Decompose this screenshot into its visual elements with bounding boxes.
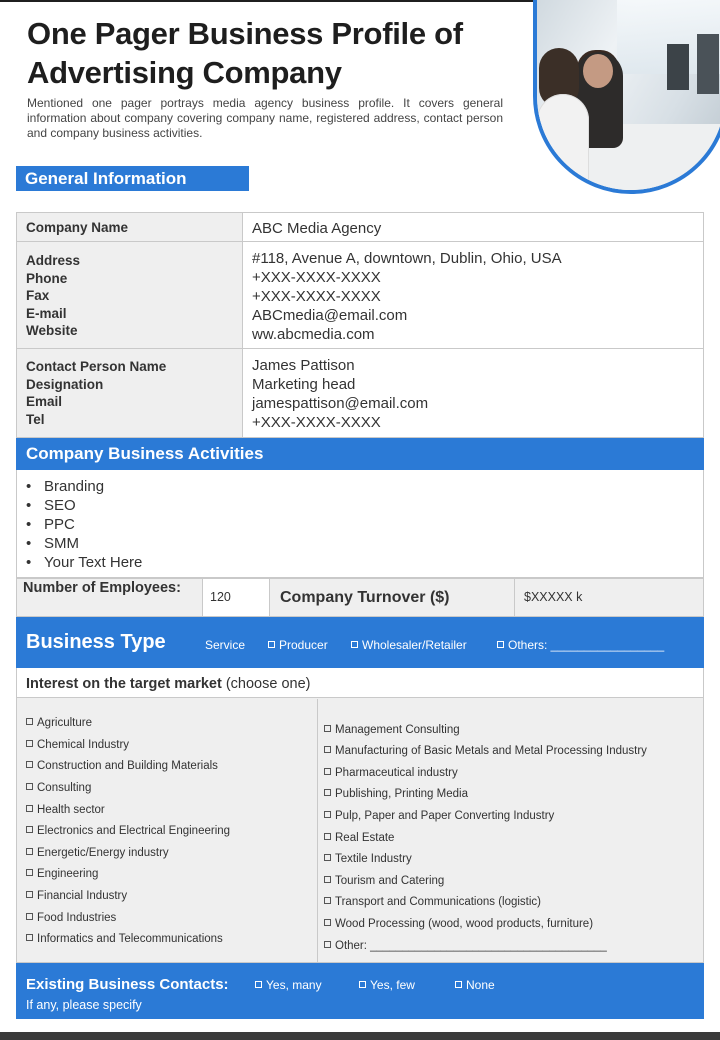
contact-email-value: jamespattison@email.com — [252, 395, 429, 412]
activity-item: • SMM — [26, 535, 79, 552]
target-market-heading: Interest on the target market (choose one) — [26, 676, 311, 692]
turnover-label: Company Turnover ($) — [280, 589, 450, 606]
market-option[interactable]: Manufacturing of Basic Metals and Metal Processing Industry — [324, 745, 647, 757]
others-checkbox[interactable]: Others: _________________ — [497, 638, 664, 652]
website-value: ww.abcmedia.com — [252, 326, 375, 343]
website-label: Website — [26, 323, 78, 338]
market-option[interactable]: Pharmaceutical industry — [324, 767, 458, 779]
company-name-label: Company Name — [26, 220, 129, 235]
market-option[interactable]: Financial Industry — [26, 890, 127, 902]
phone-label: Phone — [26, 270, 68, 286]
producer-checkbox[interactable]: Producer — [268, 638, 328, 652]
market-option[interactable]: Food Industries — [26, 912, 116, 924]
contact-person-label: Contact Person Name — [26, 359, 167, 374]
checkbox-icon — [268, 641, 275, 648]
designation-label: Designation — [26, 376, 104, 392]
page-title: One Pager Business Profile of Advertising Company — [27, 16, 463, 90]
contacts-bar — [16, 963, 704, 1019]
market-option[interactable]: Construction and Building Materials — [26, 760, 218, 772]
market-option[interactable]: Tourism and Catering — [324, 875, 444, 887]
market-option[interactable]: Pulp, Paper and Paper Converting Industry — [324, 810, 554, 822]
activities-heading: Company Business Activities — [26, 444, 264, 463]
market-option[interactable]: Wood Processing (wood, wood products, furniture) — [324, 918, 593, 930]
market-option[interactable]: Electronics and Electrical Engineering — [26, 825, 230, 837]
employees-value: 120 — [210, 590, 231, 604]
checkbox-icon — [455, 981, 462, 988]
checkbox-icon — [497, 641, 504, 648]
market-option[interactable]: Energetic/Energy industry — [26, 847, 169, 859]
activity-item: • Your Text Here — [26, 554, 143, 571]
market-option[interactable]: Textile Industry — [324, 853, 412, 865]
phone-value: +XXX-XXXX-XXXX — [252, 269, 381, 286]
contact-email-label: Email — [26, 394, 63, 409]
company-name-value: ABC Media Agency — [252, 220, 382, 237]
fax-value: +XXX-XXXX-XXXX — [252, 288, 381, 305]
checkbox-icon — [359, 981, 366, 988]
activity-item: • PPC — [26, 516, 75, 533]
employees-label: Number of Employees: — [23, 580, 181, 596]
market-option[interactable]: Chemical Industry — [26, 739, 129, 751]
footer-rule — [0, 1032, 720, 1040]
email-value: ABCmedia@email.com — [252, 307, 408, 324]
business-type-bar — [16, 617, 704, 668]
market-option[interactable]: Informatics and Telecommunications — [26, 933, 223, 945]
market-option[interactable]: Consulting — [26, 782, 91, 794]
checkbox-icon — [255, 981, 262, 988]
market-option[interactable]: Agriculture — [26, 717, 92, 729]
market-option[interactable]: Management Consulting — [324, 724, 460, 736]
market-option[interactable]: Real Estate — [324, 832, 394, 844]
address-value: #118, Avenue A, downtown, Dublin, Ohio, USA — [252, 250, 562, 267]
office-photo — [533, 0, 720, 194]
none-checkbox[interactable]: None — [455, 978, 495, 992]
yes-few-checkbox[interactable]: Yes, few — [359, 978, 415, 992]
designation-value: Marketing head — [252, 376, 356, 393]
activity-item: • SEO — [26, 497, 76, 514]
turnover-value: $XXXXX k — [524, 590, 583, 604]
business-type-heading: Business Type — [26, 631, 166, 653]
top-rule — [0, 0, 534, 2]
yes-many-checkbox[interactable]: Yes, many — [255, 978, 322, 992]
activity-item: • Branding — [26, 478, 105, 495]
activities-bar — [16, 438, 704, 470]
contacts-heading: Existing Business Contacts: — [26, 976, 229, 993]
checkbox-icon — [351, 641, 358, 648]
page-subtitle: Mentioned one pager portrays media agency business profile. It covers general information about company covering company name, registered address, contact person and company business activities. — [27, 96, 503, 140]
market-option[interactable]: Other: _____________________________________ — [324, 940, 607, 952]
wholesaler-retailer-checkbox[interactable]: Wholesaler/Retailer — [351, 638, 467, 652]
fax-label: Fax — [26, 288, 50, 303]
general-info-heading: General Information — [16, 166, 249, 191]
contact-person-value: James Pattison — [252, 357, 355, 374]
address-label: Address — [26, 253, 81, 268]
contacts-note: If any, please specify — [26, 998, 142, 1012]
tel-value: +XXX-XXXX-XXXX — [252, 414, 381, 431]
email-label: E-mail — [26, 305, 67, 321]
market-option[interactable]: Transport and Communications (logistic) — [324, 896, 541, 908]
service-label: Service — [205, 638, 246, 652]
market-option[interactable]: Health sector — [26, 804, 105, 816]
market-option[interactable]: Engineering — [26, 868, 98, 880]
tel-label: Tel — [26, 411, 45, 427]
market-option[interactable]: Publishing, Printing Media — [324, 788, 468, 800]
